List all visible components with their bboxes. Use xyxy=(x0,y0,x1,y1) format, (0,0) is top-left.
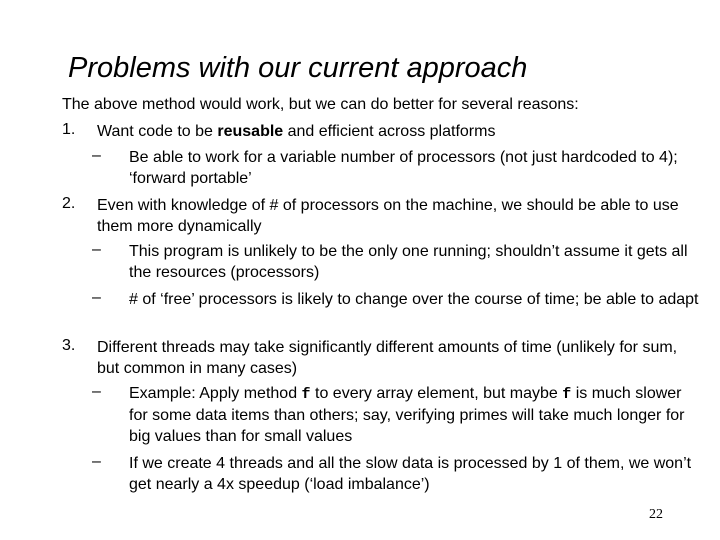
bold-keyword: reusable xyxy=(217,123,284,140)
point-number: 3. xyxy=(62,337,76,354)
method-code: f xyxy=(301,386,311,403)
point-text: Even with knowledge of # of processors on the machine, we should be able to use them more dynamically xyxy=(97,197,679,235)
point-text: Different threads may take significantly different amounts of time (unlikely for sum, but common in many cases) xyxy=(97,339,678,377)
sub-bullet-dash: – xyxy=(92,241,101,258)
sub-bullet-dash: – xyxy=(92,383,101,400)
sub-bullet-text: If we create 4 threads and all the slow data is processed by 1 of them, we won’t get nearly a 4x speedup (‘load imbalance’) xyxy=(129,455,692,493)
slide-title: Problems with our current approach xyxy=(68,52,528,84)
page-number: 22 xyxy=(649,507,663,522)
point-number: 2. xyxy=(62,195,76,212)
intro-text: The above method would work, but we can do better for several reasons: xyxy=(62,96,579,113)
sub-bullet-dash: – xyxy=(92,453,101,470)
method-code: f xyxy=(562,386,572,403)
point-text: Want code to be reusable and efficient across platforms xyxy=(97,123,496,140)
sub-bullet-text: Example: Apply method f to every array element, but maybe f is much slower for some data items than others; say, verifying primes will take much longer for big values than for small values xyxy=(129,385,685,445)
point-number: 1. xyxy=(62,121,76,138)
sub-bullet-text: Be able to work for a variable number of processors (not just hardcoded to 4); ‘forward portable’ xyxy=(129,149,678,187)
sub-bullet-dash: – xyxy=(92,147,101,164)
sub-bullet-dash: – xyxy=(92,289,101,306)
sub-bullet-text: # of ‘free’ processors is likely to change over the course of time; be able to adapt xyxy=(129,291,699,308)
sub-bullet-text: This program is unlikely to be the only one running; shouldn’t assume it gets all the resources (processors) xyxy=(129,243,688,281)
